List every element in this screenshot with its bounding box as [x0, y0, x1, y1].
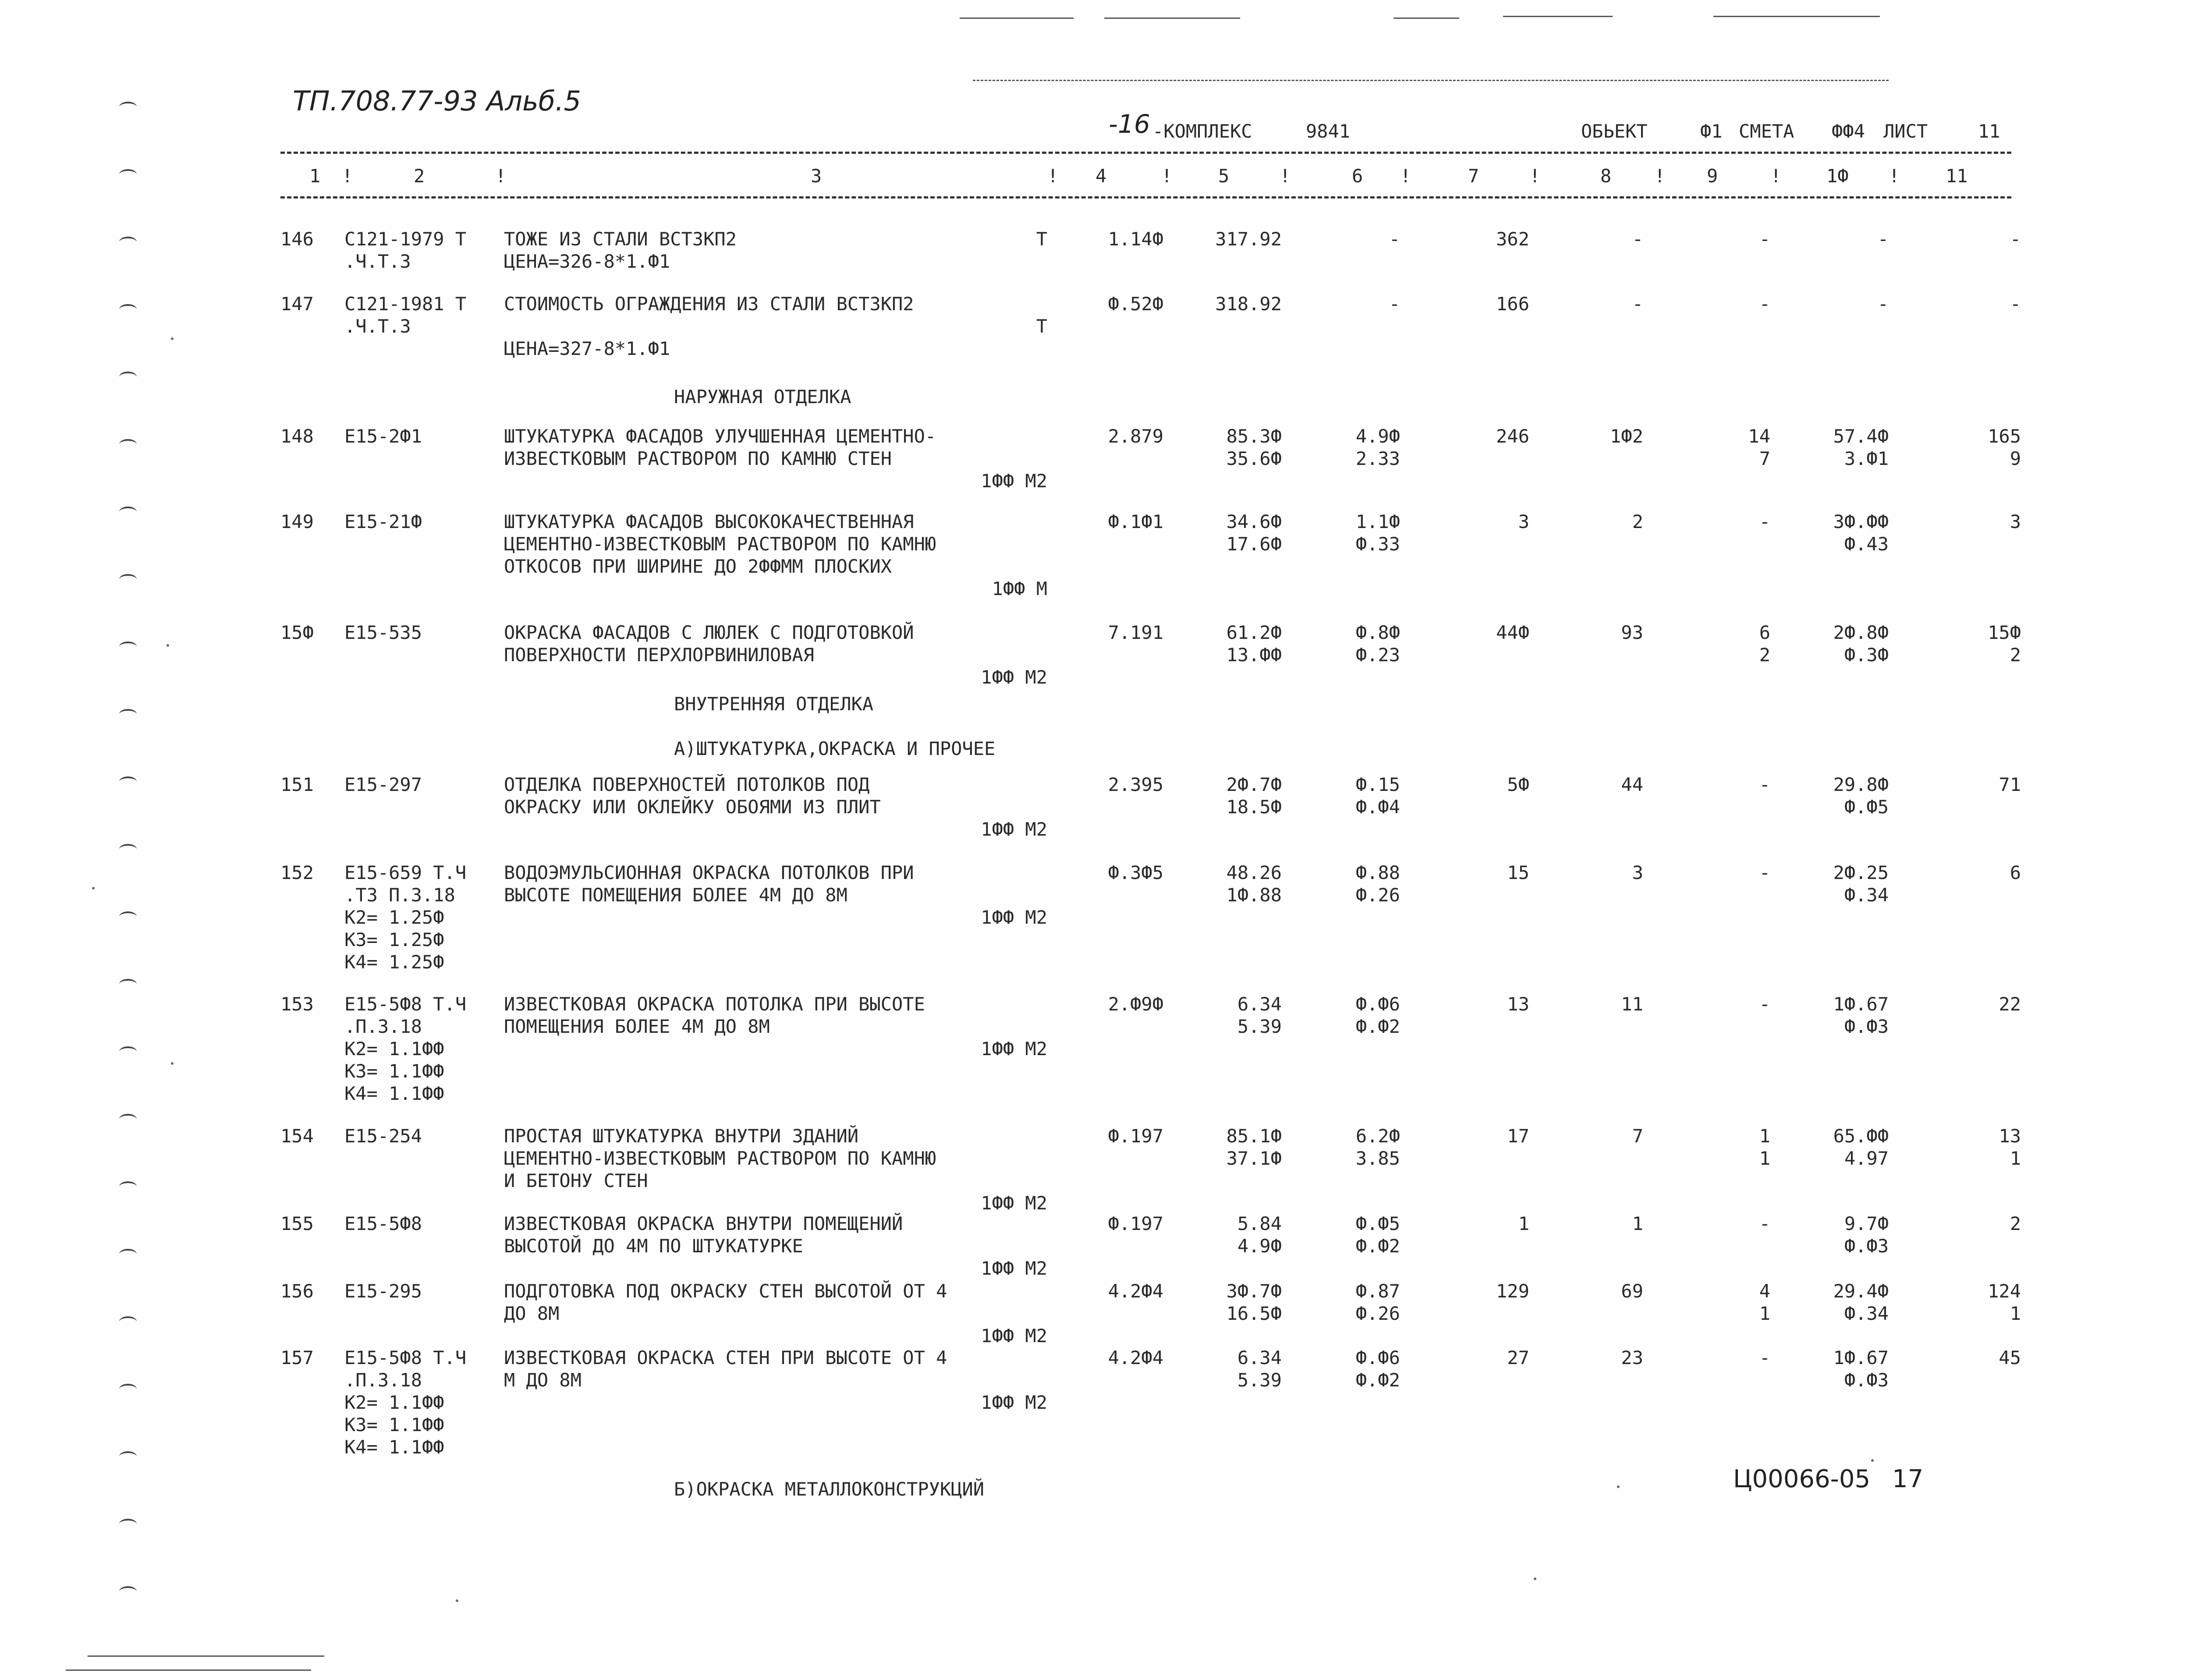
unit-price-cell: 4.9Ф	[1237, 1235, 1282, 1257]
labor-cell: Ф.3Ф	[1844, 644, 1889, 666]
unit-price-cell: 61.2Ф	[1226, 622, 1282, 643]
col11-cell: 13	[1999, 1125, 2021, 1147]
column-header-3: 3	[811, 165, 822, 187]
binder-hole	[119, 169, 137, 180]
total-cost-cell: 44Ф	[1496, 622, 1529, 643]
col6-cell: Ф.Ф5	[1355, 1213, 1400, 1234]
binder-hole	[119, 304, 137, 315]
unit-of-measure: 1ФФ М2	[981, 1192, 1047, 1214]
total-cost-cell: 129	[1496, 1280, 1529, 1302]
work-description: М ДО 8М	[504, 1369, 582, 1391]
row-number: 15Ф	[280, 622, 314, 643]
row-number: 147	[280, 293, 314, 315]
labor-cell: -	[1877, 228, 1889, 250]
row-number: 151	[280, 774, 314, 795]
col11-cell: 71	[1999, 774, 2021, 795]
binder-hole	[119, 1451, 137, 1462]
col11-cell: 45	[1999, 1347, 2021, 1368]
labor-cell: 2Ф.8Ф	[1833, 622, 1889, 643]
work-description: И БЕТОНУ СТЕН	[504, 1170, 648, 1191]
unit-of-measure: 1ФФ М2	[981, 1392, 1047, 1413]
work-description: ПОДГОТОВКА ПОД ОКРАСКУ СТЕН ВЫСОТОЙ ОТ 4	[504, 1280, 947, 1302]
col6-cell: -	[1389, 228, 1400, 250]
resource-code: К3= 1.1ФФ	[344, 1060, 444, 1082]
column-header-10: 1Ф	[1826, 165, 1849, 187]
work-description: ЦЕНА=326-8*1.Ф1	[504, 251, 670, 272]
resource-code: .П.3.18	[344, 1016, 422, 1037]
col9-cell: 1	[1759, 1125, 1770, 1147]
unit-price-cell: 1Ф.88	[1226, 884, 1282, 906]
column-header-4: 4	[1096, 165, 1107, 187]
binder-hole	[119, 642, 137, 652]
resource-code: К4= 1.1ФФ	[344, 1083, 444, 1104]
binder-hole	[119, 372, 137, 382]
col8-cell: -	[1632, 293, 1643, 315]
column-separator: !	[1400, 165, 1411, 187]
column-header-1: 1	[309, 165, 321, 187]
col6-cell: Ф.23	[1355, 644, 1400, 666]
work-description: ПРОСТАЯ ШТУКАТУРКА ВНУТРИ ЗДАНИЙ	[504, 1125, 859, 1147]
work-description: ОТДЕЛКА ПОВЕРХНОСТЕЙ ПОТОЛКОВ ПОД	[504, 774, 870, 795]
col11-cell: 9	[2010, 448, 2021, 469]
unit-price-cell: 6.34	[1237, 993, 1282, 1015]
binder-hole	[119, 1519, 137, 1529]
labor-cell: 1Ф.67	[1833, 993, 1889, 1015]
column-header-9: 9	[1707, 165, 1718, 187]
col6-cell: -	[1389, 293, 1400, 315]
binder-hole	[119, 574, 137, 585]
page-number-handwritten: -16	[1109, 109, 1150, 139]
work-description: ОКРАСКА ФАСАДОВ С ЛЮЛЕК С ПОДГОТОВКОЙ	[504, 622, 914, 643]
work-description: ВЫСОТЕ ПОМЕЩЕНИЯ БОЛЕЕ 4М ДО 8М	[504, 884, 847, 906]
col9-cell: 2	[1759, 644, 1770, 666]
unit-price-cell: 48.26	[1226, 862, 1282, 883]
resource-code: Е15-659 Т.Ч	[344, 862, 467, 883]
col6-cell: Ф.26	[1355, 1303, 1400, 1324]
binder-hole	[119, 237, 137, 247]
binder-hole	[119, 1384, 137, 1394]
col6-cell: Ф.Ф2	[1355, 1235, 1400, 1257]
unit-of-measure: 1ФФ М2	[981, 907, 1047, 928]
resource-code: Е15-5Ф8 Т.Ч	[344, 1347, 467, 1368]
scan-speck	[1871, 1459, 1874, 1462]
unit-price-cell: 2Ф.7Ф	[1226, 774, 1282, 795]
scan-speck	[167, 644, 169, 647]
col9-cell: 4	[1759, 1280, 1770, 1302]
col9-cell: -	[1759, 774, 1770, 795]
col9-cell: -	[1759, 293, 1770, 315]
labor-cell: Ф.Ф3	[1844, 1235, 1889, 1257]
col8-cell: -	[1632, 228, 1643, 250]
unit-price-cell: 5.39	[1237, 1369, 1282, 1391]
col11-cell: 165	[1988, 425, 2021, 447]
column-header-11: 11	[1946, 165, 1968, 187]
binder-hole	[119, 709, 137, 719]
total-cost-cell: 27	[1507, 1347, 1529, 1368]
work-description: ИЗВЕСТКОВЫМ РАСТВОРОМ ПО КАМНЮ СТЕН	[504, 448, 892, 469]
row-number: 154	[280, 1125, 314, 1147]
col8-cell: 2	[1632, 511, 1643, 532]
column-separator: !	[1889, 165, 1900, 187]
column-separator: !	[342, 165, 353, 187]
labor-cell: 9.7Ф	[1844, 1213, 1889, 1234]
section-heading-outer: НАРУЖНАЯ ОТДЕЛКА	[674, 386, 851, 408]
footer-page-number: 17	[1892, 1465, 1924, 1493]
column-header-6: 6	[1352, 165, 1363, 187]
row-number: 157	[280, 1347, 314, 1368]
resource-code: С121-1979 Т	[344, 228, 467, 250]
work-description: ОТКОСОВ ПРИ ШИРИНЕ ДО 2ФФММ ПЛОСКИХ	[504, 556, 892, 577]
col6-cell: Ф.Ф2	[1355, 1016, 1400, 1037]
binder-hole	[119, 1046, 137, 1057]
col11-cell: 15Ф	[1988, 622, 2021, 643]
resource-code: Е15-535	[344, 622, 422, 643]
col8-cell: 3	[1632, 862, 1643, 883]
quantity-cell: 2.Ф9Ф	[1108, 993, 1163, 1015]
binder-hole	[119, 507, 137, 517]
binder-hole	[119, 1316, 137, 1327]
col11-cell: 2	[2010, 1213, 2021, 1234]
binder-hole	[119, 911, 137, 922]
col9-cell: 7	[1759, 448, 1770, 469]
column-header-7: 7	[1468, 165, 1479, 187]
unit-price-cell: 3Ф.7Ф	[1226, 1280, 1282, 1302]
col6-cell: Ф.15	[1355, 774, 1400, 795]
labor-cell: 1Ф.67	[1833, 1347, 1889, 1368]
resource-code: Е15-2Ф1	[344, 425, 422, 447]
col8-cell: 93	[1621, 622, 1643, 643]
work-description: ЦЕМЕНТНО-ИЗВЕСТКОВЫМ РАСТВОРОМ ПО КАМНЮ	[504, 1148, 936, 1169]
col6-cell: Ф.8Ф	[1355, 622, 1400, 643]
col9-cell: 14	[1748, 425, 1770, 447]
scan-speck	[171, 1062, 174, 1065]
resource-code: К2= 1.1ФФ	[344, 1038, 444, 1060]
unit-price-cell: 5.39	[1237, 1016, 1282, 1037]
col11-cell: 1	[2010, 1303, 2021, 1324]
column-header-5: 5	[1218, 165, 1230, 187]
unit-price-cell: 85.3Ф	[1226, 425, 1282, 447]
total-cost-cell: 5Ф	[1507, 774, 1529, 795]
col11-cell: 1	[2010, 1148, 2021, 1169]
binder-hole	[119, 1114, 137, 1124]
col6-cell: Ф.26	[1355, 884, 1400, 906]
unit-price-cell: 317.92	[1215, 228, 1282, 250]
scan-speck	[1534, 1577, 1536, 1580]
scan-line	[1503, 16, 1613, 17]
binder-hole	[119, 844, 137, 854]
unit-of-measure: 1ФФ М2	[981, 666, 1047, 688]
binder-hole	[119, 1586, 137, 1597]
binder-hole	[119, 439, 137, 450]
resource-code: Е15-254	[344, 1125, 422, 1147]
col11-cell: 3	[2010, 511, 2021, 532]
resource-code: Е15-21Ф	[344, 511, 422, 532]
quantity-cell: Ф.197	[1108, 1213, 1163, 1234]
unit-price-cell: 37.1Ф	[1226, 1148, 1282, 1169]
unit-of-measure: Т	[1036, 228, 1047, 250]
col8-cell: 69	[1621, 1280, 1643, 1302]
resource-code: К3= 1.1ФФ	[344, 1414, 444, 1435]
resource-code: .П.3.18	[344, 1369, 422, 1391]
row-number: 152	[280, 862, 314, 883]
col11-cell: -	[2010, 228, 2021, 250]
column-separator: !	[1280, 165, 1291, 187]
col6-cell: Ф.33	[1355, 533, 1400, 555]
col8-cell: 44	[1621, 774, 1643, 795]
col6-cell: 4.9Ф	[1355, 425, 1400, 447]
labor-cell: -	[1877, 293, 1889, 315]
total-cost-cell: 246	[1496, 425, 1529, 447]
resource-code: Е15-5Ф8 Т.Ч	[344, 993, 467, 1015]
complex-label: -КОМПЛЕКС	[1152, 121, 1252, 142]
labor-cell: 57.4Ф	[1833, 425, 1889, 447]
work-description: ИЗВЕСТКОВАЯ ОКРАСКА ВНУТРИ ПОМЕЩЕНИЙ	[504, 1213, 903, 1234]
scan-line	[973, 80, 1889, 81]
unit-price-cell: 18.5Ф	[1226, 796, 1282, 818]
scan-speck	[92, 887, 95, 890]
col9-cell: -	[1759, 1347, 1770, 1368]
col6-cell: Ф.87	[1355, 1280, 1400, 1302]
work-description: ОКРАСКУ ИЛИ ОКЛЕЙКУ ОБОЯМИ ИЗ ПЛИТ	[504, 796, 881, 818]
binder-hole	[119, 979, 137, 989]
unit-of-measure: 1ФФ М2	[981, 819, 1047, 840]
col9-cell: -	[1759, 228, 1770, 250]
labor-cell: 4.97	[1844, 1148, 1889, 1169]
col9-cell: -	[1759, 862, 1770, 883]
binder-hole	[119, 102, 137, 112]
labor-cell: 65.ФФ	[1833, 1125, 1889, 1147]
row-number: 148	[280, 425, 314, 447]
unit-of-measure: 1ФФ М	[992, 578, 1047, 599]
col8-cell: 7	[1632, 1125, 1643, 1147]
row-number: 153	[280, 993, 314, 1015]
unit-of-measure: 1ФФ М2	[981, 470, 1047, 492]
col6-cell: 3.85	[1355, 1148, 1400, 1169]
work-description: ВОДОЭМУЛЬСИОННАЯ ОКРАСКА ПОТОЛКОВ ПРИ	[504, 862, 914, 883]
total-cost-cell: 17	[1507, 1125, 1529, 1147]
col9-cell: 1	[1759, 1303, 1770, 1324]
section-heading-inner: ВНУТРЕННЯЯ ОТДЕЛКА	[674, 693, 874, 715]
total-cost-cell: 15	[1507, 862, 1529, 883]
work-description: ПОВЕРХНОСТИ ПЕРХЛОРВИНИЛОВАЯ	[504, 644, 815, 666]
scan-line	[1713, 16, 1880, 17]
column-separator: !	[495, 165, 507, 187]
unit-of-measure: 1ФФ М2	[981, 1325, 1047, 1347]
scan-speck	[1617, 1485, 1620, 1488]
row-number: 146	[280, 228, 314, 250]
work-description: ШТУКАТУРКА ФАСАДОВ УЛУЧШЕННАЯ ЦЕМЕНТНО-	[504, 425, 936, 447]
quantity-cell: Ф.52Ф	[1108, 293, 1163, 315]
labor-cell: 29.4Ф	[1833, 1280, 1889, 1302]
work-description: ЦЕМЕНТНО-ИЗВЕСТКОВЫМ РАСТВОРОМ ПО КАМНЮ	[504, 533, 936, 555]
unit-price-cell: 17.6Ф	[1226, 533, 1282, 555]
quantity-cell: 4.2Ф4	[1108, 1347, 1163, 1368]
col9-cell: -	[1759, 511, 1770, 532]
row-number: 156	[280, 1280, 314, 1302]
work-description: ИЗВЕСТКОВАЯ ОКРАСКА СТЕН ПРИ ВЫСОТЕ ОТ 4	[504, 1347, 947, 1368]
col6-cell: 6.2Ф	[1355, 1125, 1400, 1147]
labor-cell: 3Ф.ФФ	[1833, 511, 1889, 532]
row-number: 155	[280, 1213, 314, 1234]
subsection-heading-b: Б)ОКРАСКА МЕТАЛЛОКОНСТРУКЦИЙ	[674, 1478, 985, 1500]
resource-code: К4= 1.25Ф	[344, 951, 444, 973]
total-cost-cell: 1	[1518, 1213, 1529, 1234]
column-separator: !	[1047, 165, 1059, 187]
quantity-cell: Ф.1Ф1	[1108, 511, 1163, 532]
col6-cell: Ф.Ф6	[1355, 1347, 1400, 1368]
unit-price-cell: 16.5Ф	[1226, 1303, 1282, 1324]
unit-price-cell: 13.ФФ	[1226, 644, 1282, 666]
total-cost-cell: 362	[1496, 228, 1529, 250]
quantity-cell: Ф.197	[1108, 1125, 1163, 1147]
sheet-label: ЛИСТ	[1883, 121, 1928, 142]
scan-line	[66, 1669, 311, 1671]
work-description: ИЗВЕСТКОВАЯ ОКРАСКА ПОТОЛКА ПРИ ВЫСОТЕ	[504, 993, 925, 1015]
unit-of-measure: 1ФФ М2	[981, 1038, 1047, 1060]
quantity-cell: Ф.3Ф5	[1108, 862, 1163, 883]
resource-code: К3= 1.25Ф	[344, 929, 444, 950]
object-label: ОБЬЕКТ	[1581, 121, 1648, 142]
unit-price-cell: 85.1Ф	[1226, 1125, 1282, 1147]
unit-of-measure: Т	[1036, 315, 1047, 337]
quantity-cell: 1.14Ф	[1108, 228, 1163, 250]
resource-code: С121-1981 Т	[344, 293, 467, 315]
scan-line	[88, 1655, 324, 1657]
labor-cell: Ф.34	[1844, 1303, 1889, 1324]
col6-cell: 1.1Ф	[1355, 511, 1400, 532]
scan-line	[960, 18, 1074, 19]
row-number: 149	[280, 511, 314, 532]
column-separator: !	[1770, 165, 1782, 187]
col8-cell: 23	[1621, 1347, 1643, 1368]
scan-line	[1393, 18, 1459, 19]
col9-cell: 6	[1759, 622, 1770, 643]
col6-cell: 2.33	[1355, 448, 1400, 469]
col11-cell: -	[2010, 293, 2021, 315]
header-rule-bottom	[280, 196, 2011, 198]
resource-code: Е15-5Ф8	[344, 1213, 422, 1234]
unit-price-cell: 318.92	[1215, 293, 1282, 315]
resource-code: .Т3 П.3.18	[344, 884, 455, 906]
unit-of-measure: 1ФФ М2	[981, 1258, 1047, 1279]
labor-cell: Ф.Ф3	[1844, 1369, 1889, 1391]
work-description: ПОМЕЩЕНИЯ БОЛЕЕ 4М ДО 8М	[504, 1016, 770, 1037]
resource-code: .Ч.Т.3	[344, 315, 411, 337]
binder-hole	[119, 1181, 137, 1192]
scan-line	[1104, 18, 1240, 19]
col6-cell: Ф.Ф4	[1355, 796, 1400, 818]
unit-price-cell: 5.84	[1237, 1213, 1282, 1234]
footer-stamp: Ц00066-05	[1733, 1465, 1871, 1493]
column-separator: !	[1529, 165, 1541, 187]
col8-cell: 11	[1621, 993, 1643, 1015]
labor-cell: Ф.34	[1844, 884, 1889, 906]
total-cost-cell: 166	[1496, 293, 1529, 315]
col11-cell: 22	[1999, 993, 2021, 1015]
col9-cell: -	[1759, 1213, 1770, 1234]
work-description: ВЫСОТОЙ ДО 4М ПО ШТУКАТУРКЕ	[504, 1235, 803, 1257]
col8-cell: 1	[1632, 1213, 1643, 1234]
labor-cell: Ф.Ф3	[1844, 1016, 1889, 1037]
col6-cell: Ф.Ф2	[1355, 1369, 1400, 1391]
subsection-heading-a: А)ШТУКАТУРКА,ОКРАСКА И ПРОЧЕЕ	[674, 738, 996, 759]
binder-hole	[119, 776, 137, 787]
smeta-number: ФФ4	[1832, 121, 1865, 142]
col9-cell: -	[1759, 993, 1770, 1015]
total-cost-cell: 3	[1518, 511, 1529, 532]
work-description: ШТУКАТУРКА ФАСАДОВ ВЫСОКОКАЧЕСТВЕННАЯ	[504, 511, 914, 532]
labor-cell: 29.8Ф	[1833, 774, 1889, 795]
complex-number: 9841	[1306, 121, 1351, 142]
col11-cell: 2	[2010, 644, 2021, 666]
labor-cell: 2Ф.25	[1833, 862, 1889, 883]
work-description: ТОЖЕ ИЗ СТАЛИ ВСТ3КП2	[504, 228, 737, 250]
unit-price-cell: 6.34	[1237, 1347, 1282, 1368]
object-number: Ф1	[1700, 121, 1723, 142]
work-description: СТОИМОСТЬ ОГРАЖДЕНИЯ ИЗ СТАЛИ ВСТ3КП2	[504, 293, 914, 315]
labor-cell: Ф.43	[1844, 533, 1889, 555]
col6-cell: Ф.88	[1355, 862, 1400, 883]
scan-speck	[456, 1599, 458, 1602]
column-separator: !	[1654, 165, 1666, 187]
resource-code: К4= 1.1ФФ	[344, 1436, 444, 1458]
sheet-number: 11	[1978, 121, 2000, 142]
header-rule-top	[280, 152, 2011, 154]
total-cost-cell: 13	[1507, 993, 1529, 1015]
document-code: ТП.708.77-93 Альб.5	[293, 85, 581, 117]
resource-code: Е15-297	[344, 774, 422, 795]
quantity-cell: 2.395	[1108, 774, 1163, 795]
column-header-2: 2	[414, 165, 425, 187]
col11-cell: 124	[1988, 1280, 2021, 1302]
binder-hole	[119, 1249, 137, 1259]
col11-cell: 6	[2010, 862, 2021, 883]
scan-speck	[171, 337, 174, 340]
quantity-cell: 4.2Ф4	[1108, 1280, 1163, 1302]
work-description: ЦЕНА=327-8*1.Ф1	[504, 338, 670, 359]
unit-price-cell: 35.6Ф	[1226, 448, 1282, 469]
quantity-cell: 2.879	[1108, 425, 1163, 447]
unit-price-cell: 34.6Ф	[1226, 511, 1282, 532]
resource-code: К2= 1.1ФФ	[344, 1392, 444, 1413]
resource-code: К2= 1.25Ф	[344, 907, 444, 928]
smeta-label: СМЕТА	[1739, 121, 1794, 142]
column-separator: !	[1161, 165, 1173, 187]
column-header-8: 8	[1600, 165, 1612, 187]
col8-cell: 1Ф2	[1610, 425, 1643, 447]
labor-cell: Ф.Ф5	[1844, 796, 1889, 818]
resource-code: Е15-295	[344, 1280, 422, 1302]
col9-cell: 1	[1759, 1148, 1770, 1169]
resource-code: .Ч.Т.3	[344, 251, 411, 272]
work-description: ДО 8М	[504, 1303, 560, 1324]
labor-cell: 3.Ф1	[1844, 448, 1889, 469]
quantity-cell: 7.191	[1108, 622, 1163, 643]
col6-cell: Ф.Ф6	[1355, 993, 1400, 1015]
